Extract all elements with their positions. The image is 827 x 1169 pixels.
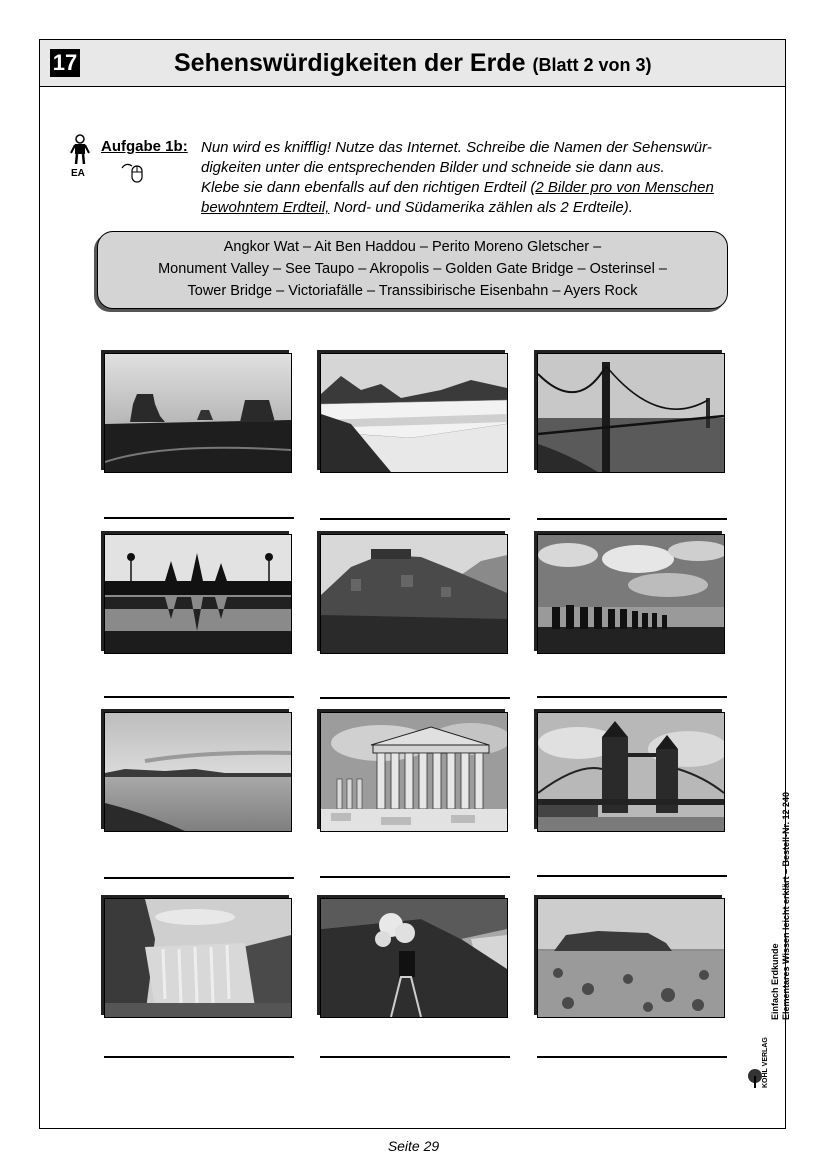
answer-line[interactable]	[320, 1056, 510, 1058]
page-header	[40, 40, 785, 87]
tower-bridge-photo	[537, 712, 725, 832]
answer-line[interactable]	[320, 876, 510, 878]
answer-line[interactable]	[104, 696, 294, 698]
mouse-icon	[120, 160, 148, 184]
sheet-number: 17	[50, 49, 80, 77]
svg-text:KOHL VERLAG: KOHL VERLAG	[762, 1037, 769, 1088]
monument-valley-photo	[104, 353, 292, 473]
page-number: Seite 29	[387, 1138, 440, 1154]
answer-line[interactable]	[104, 877, 294, 879]
answer-line[interactable]	[104, 1056, 294, 1058]
lake-taupo-photo	[104, 712, 292, 832]
sidebar-info: Einfach Erdkunde Elementares Wissen leicht erklärt – Bestell-Nr. 12 240	[770, 791, 791, 1020]
victoria-falls-photo	[104, 898, 292, 1018]
task-instructions: Nun wird es knifflig! Nutze das Internet. Schreibe die Namen der Sehenswür- digkeiten unter die entsprechenden Bilder und schneide sie dann aus. Klebe sie dann ebenfalls auf den richtigen Erdteil (2 Bilder pro von Menschen bewohntem Erdteil, Nord- und Südamerika zählen als 2 Erdteile).	[201, 139, 714, 216]
ait-ben-haddou-photo	[320, 534, 508, 654]
answer-line[interactable]	[537, 696, 727, 698]
answer-line[interactable]	[537, 1056, 727, 1058]
ea-label: EA	[71, 168, 85, 179]
answer-line[interactable]	[320, 518, 510, 520]
page-title: Sehenswürdigkeiten der Erde (Blatt 2 von 3)	[174, 49, 652, 77]
answer-line[interactable]	[537, 875, 727, 877]
worksheet-frame	[39, 39, 786, 1129]
perito-moreno-glacier-photo	[320, 353, 508, 473]
word-bank: Angkor Wat – Ait Ben Haddou – Perito Moreno Gletscher – Monument Valley – See Taupo – Akropolis – Golden Gate Bridge – Osterinsel – Tower Bridge – Victoriafälle – Transsibirische Eisenbahn – Ayers Rock	[97, 231, 728, 309]
golden-gate-bridge-photo	[537, 353, 725, 473]
angkor-wat-photo	[104, 534, 292, 654]
answer-line[interactable]	[537, 518, 727, 520]
easter-island-photo	[537, 534, 725, 654]
ayers-rock-photo	[537, 898, 725, 1018]
acropolis-photo	[320, 712, 508, 832]
publisher-logo-icon	[745, 1030, 775, 1090]
trans-siberian-railway-photo	[320, 898, 508, 1018]
person-icon	[68, 134, 92, 166]
answer-line[interactable]	[320, 697, 510, 699]
task-label: Aufgabe 1b:	[101, 138, 188, 155]
answer-line[interactable]	[104, 517, 294, 519]
